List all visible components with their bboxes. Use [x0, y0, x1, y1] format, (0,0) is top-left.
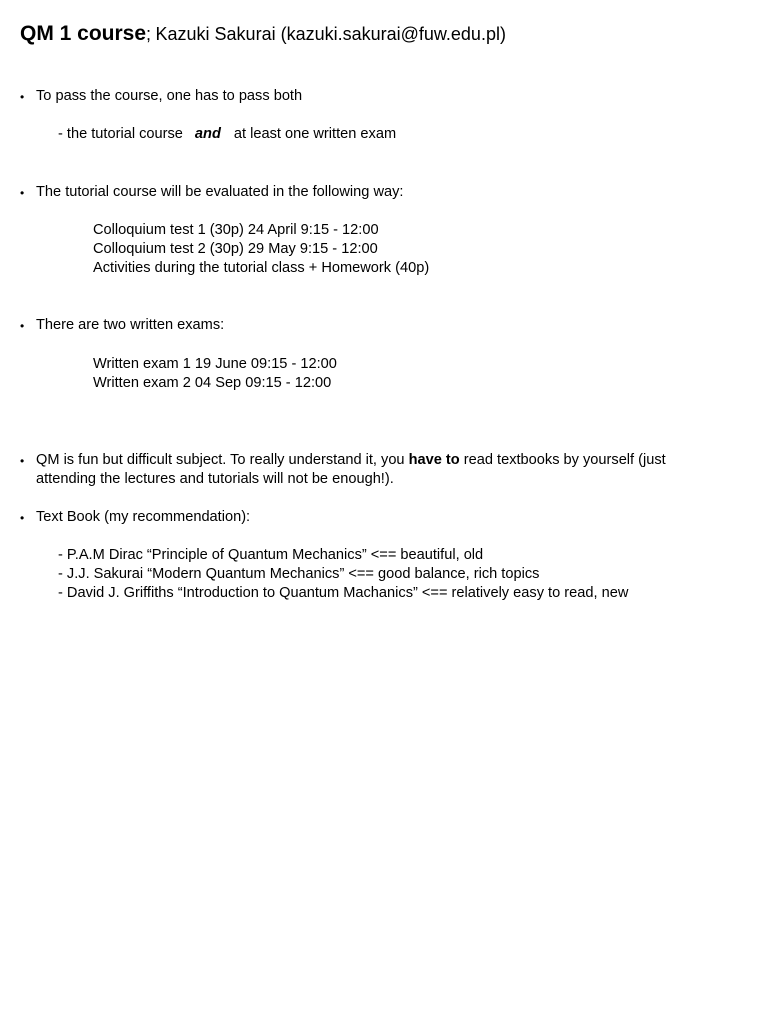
requirement-and: and — [194, 126, 221, 142]
bullet-marker: • — [20, 319, 25, 333]
advice-emphasis: have to — [408, 452, 460, 468]
advice-text: QM is fun but difficult subject. To really understand it, you — [36, 452, 409, 468]
tutorial-item: Colloquium test 1 (30p) 24 April 9:15 - 12:00 — [93, 222, 379, 238]
textbook-item: - David J. Griffiths “Introduction to Quantum Machanics” <== relatively easy to read, new — [58, 585, 629, 601]
bullet-marker: • — [20, 90, 25, 104]
textbook-item: - P.A.M Dirac “Principle of Quantum Mechanics” <== beautiful, old — [58, 547, 484, 563]
page-title — [20, 22, 506, 46]
textbooks-intro: Text Book (my recommendation): — [36, 509, 251, 525]
bullet-marker: • — [20, 511, 25, 525]
pass-intro: To pass the course, one has to pass both — [36, 88, 303, 104]
advice-line-2: attending the lectures and tutorials will not be enough!). — [36, 471, 394, 487]
tutorial-intro: The tutorial course will be evaluated in the following way: — [36, 184, 404, 200]
bullet-marker: • — [20, 454, 25, 468]
requirement-tutorial: - the tutorial course — [58, 126, 183, 142]
exam-item: Written exam 1 19 June 09:15 - 12:00 — [93, 356, 337, 372]
title-separator: ; — [146, 24, 152, 44]
exams-intro: There are two written exams: — [36, 317, 225, 333]
tutorial-item: Colloquium test 2 (30p) 29 May 9:15 - 12:00 — [93, 241, 378, 257]
requirement-exam: at least one written exam — [233, 126, 397, 142]
pass-requirement — [58, 125, 396, 144]
exam-item: Written exam 2 04 Sep 09:15 - 12:00 — [93, 375, 332, 391]
advice-line-1 — [36, 451, 666, 470]
textbook-item: - J.J. Sakurai “Modern Quantum Mechanics” <== good balance, rich topics — [58, 566, 540, 582]
author-line: Kazuki Sakurai (kazuki.sakurai@fuw.edu.pl) — [155, 24, 506, 44]
bullet-marker: • — [20, 186, 25, 200]
course-title: QM 1 course — [20, 22, 147, 45]
tutorial-item: Activities during the tutorial class + Homework (40p) — [93, 260, 430, 276]
advice-text: read textbooks by yourself (just — [459, 452, 666, 468]
